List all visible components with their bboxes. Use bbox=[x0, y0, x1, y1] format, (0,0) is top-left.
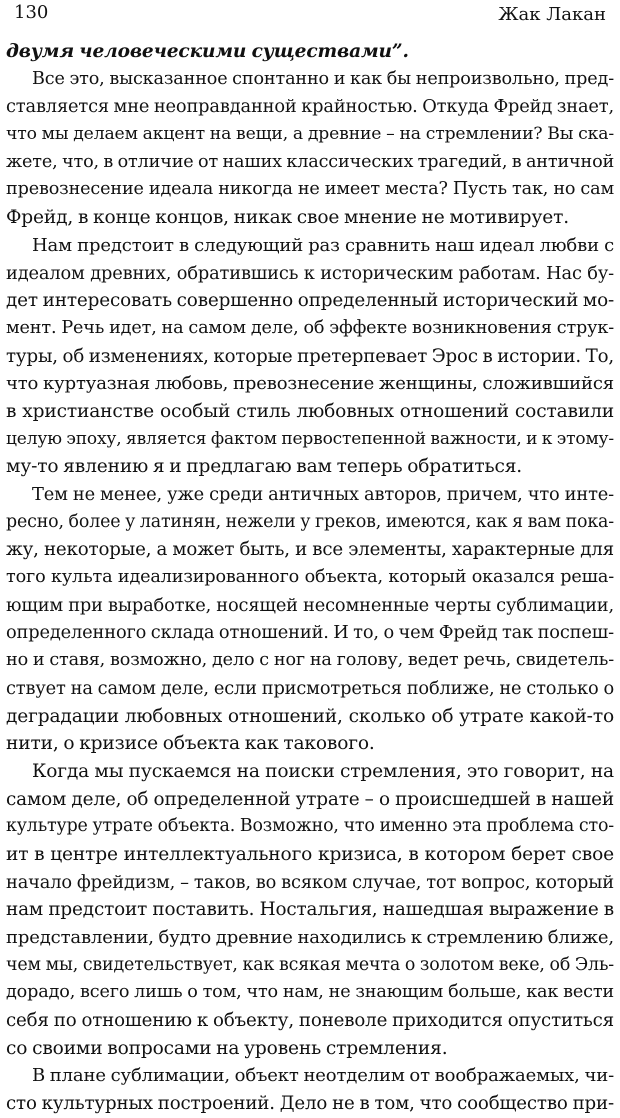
text-line: в христианстве особый стиль любовных отношений составили bbox=[6, 400, 614, 422]
text-line: со своими вопросами на уровень стремления. bbox=[6, 1037, 448, 1059]
text-line: нам предстоит поставить. Ностальгия, нашедшая выражение в bbox=[6, 899, 614, 921]
text-line: туры, об изменениях, которые претерпевает Эрос в истории. То, bbox=[6, 345, 615, 367]
text-line: деградации любовных отношений, сколько об утрате какой-то bbox=[6, 705, 614, 727]
text-line: Фрейд, в конце концов, никак свое мнение не мотивирует. bbox=[6, 207, 569, 229]
text-line: превознесение идеала никогда не имеет места? Пусть так, но сам bbox=[6, 179, 614, 200]
text-line: целую эпоху, является фактом первостепенной важности, и к этому- bbox=[6, 428, 614, 449]
text-line: нити, о кризисе объекта как такового. bbox=[6, 733, 375, 755]
text-line: дет интересовать совершенно определенный исторический мо- bbox=[6, 290, 615, 312]
text-line: самом деле, об определенной утрате – о происшедшей в нашей bbox=[6, 788, 614, 810]
text-line: но и ставя, возможно, дело с ног на голову, ведет речь, свидетель- bbox=[6, 650, 614, 671]
page-header bbox=[6, 0, 614, 36]
text-line: му-то явлению я и предлагаю вам теперь обратиться. bbox=[6, 456, 523, 478]
text-line: В плане сублимации, объект неотделим от воображаемых, чи- bbox=[32, 1065, 614, 1087]
text-line: что куртуазная любовь, превознесение женщины, сложившийся bbox=[6, 373, 614, 395]
text-line: жете, что, в отличие от наших классических трагедий, в античной bbox=[6, 151, 615, 172]
text-line: определенного склада отношений. И то, о чем Фрейд так поспеш- bbox=[6, 622, 614, 644]
text-line: Когда мы пускаемся на поиски стремления, это говорит, на bbox=[32, 760, 614, 782]
running-head: Жак Лакан bbox=[498, 4, 606, 25]
text-line: ставляется мне неоправданной крайностью. Откуда Фрейд знает, bbox=[6, 96, 614, 118]
text-line: мент. Речь идет, на самом деле, об эффекте возникновения струк- bbox=[6, 317, 614, 338]
text-line: представлении, будто древние находились к стремлению ближе, bbox=[6, 927, 614, 948]
text-line: жу, некоторые, а может быть, и все элементы, характерные для bbox=[6, 539, 614, 561]
text-line: двумя человеческими существами”. bbox=[6, 41, 409, 62]
text-line: себя по отношению к объекту, поневоле приходится опуститься bbox=[6, 1010, 614, 1032]
text-line: Тем не менее, уже среди античных авторов, причем, что инте- bbox=[32, 484, 614, 505]
page-number: 130 bbox=[14, 2, 49, 23]
text-line: ресно, более у латинян, нежели у греков, имеются, как я вам пока- bbox=[6, 511, 614, 532]
text-line: того культа идеализированного объекта, который оказался реша- bbox=[6, 567, 614, 588]
text-line: идеалом древних, обратившись к историческим работам. Нас бу- bbox=[6, 262, 614, 284]
text-line: чем мы, свидетельствует, как всякая мечта о золотом веке, об Эль- bbox=[6, 954, 614, 975]
text-line: что мы делаем акцент на вещи, а древние – на стремлении? Вы ска- bbox=[6, 124, 614, 145]
text-line: культуре утрате объекта. Возможно, что именно эта проблема сто- bbox=[6, 816, 614, 837]
text-line: Нам предстоит в следующий раз сравнить наш идеал любви с bbox=[32, 234, 614, 256]
body-text bbox=[6, 38, 614, 1118]
text-line: дорадо, всего лишь о том, что нам, не знающим больше, как вести bbox=[6, 982, 614, 1003]
text-line: ствует на самом деле, если присмотреться поближе, не столько о bbox=[6, 677, 614, 699]
text-line: Все это, высказанное спонтанно и как бы непроизвольно, пред- bbox=[32, 68, 614, 89]
text-line: ит в центре интеллектуального кризиса, в котором берет свое bbox=[6, 843, 614, 865]
text-line: ющим при выработке, носящей несомненные черты сублимации, bbox=[6, 594, 614, 616]
text-line: сто культурных построений. Дело не в том, что сообщество при- bbox=[6, 1093, 614, 1115]
text-line: начало фрейдизм, – таков, во всяком случае, тот вопрос, который bbox=[6, 871, 614, 893]
